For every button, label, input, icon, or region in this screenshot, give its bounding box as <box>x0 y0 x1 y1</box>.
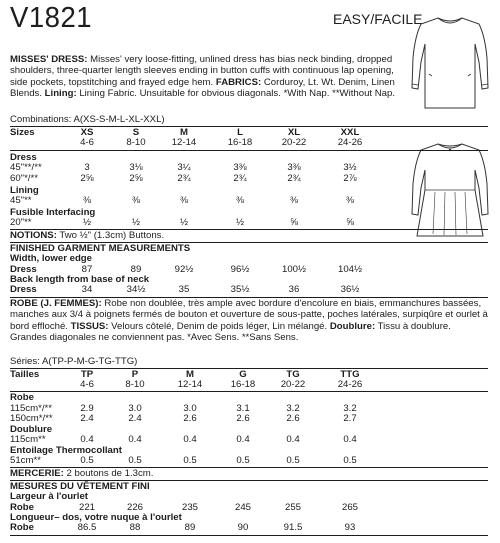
table-row: 150cm*/** 2.4 2.4 2.6 2.6 2.6 2.7 <box>10 413 357 424</box>
table-row: Dress 87 89 92½ 96½ 100½ 104½ <box>10 264 362 275</box>
table-row: Robe 221 226 235 245 255 265 <box>10 502 358 513</box>
table-row: 115cm** 0.4 0.4 0.4 0.4 0.4 0.4 <box>10 434 357 445</box>
table-row: 45"**/** 3 3⅛ 3¼ 3⅜ 3⅜ 3½ <box>10 162 357 173</box>
divider <box>10 535 488 536</box>
sizes-row: Sizes XS S M L XL XXL <box>10 127 360 138</box>
size-ranges-row: 4-6 8-10 12-14 16-18 20-22 24-26 <box>80 379 363 390</box>
size-ranges-row: 4-6 8-10 12-14 16-18 20-22 24-26 <box>80 137 363 148</box>
french-description: ROBE (J. FEMMES): Robe non doublée, très ample avec bordure d'encolure en biais, emmanchures bassées, manches aux 3/4 à poignets fermés de bouton et ouverture de sous-patte, poches latérales, surpiqûre et ourlet à bord effloché. TISSUS: Velours côtelé, Denim de poids léger, Lin mélangé. Doublure: Tissu à doublure. Grandes diagonales ne conviennent pas. *Avec Sens. **Sans Sens. <box>10 298 488 344</box>
lining-label: Lining <box>10 185 39 196</box>
divider <box>10 391 488 392</box>
table-row: 45"** ⅜ ⅜ ⅜ ⅜ ⅜ ⅜ <box>10 195 354 206</box>
pattern-description: MISSES' DRESS: Misses' very loose-fitting, unlined dress has bias neck binding, dropped shoulders, three-quarter length sleeves ending in button cuffs with continuous lap opening, side pockets, topstitching and frayed edge hem. FABRICS: Corduroy, Lt. Wt. Denim, Linen Blends. Lining: Lining Fabric. Unsuitable for obvious diagonals. *With Nap. **Without Nap. <box>10 54 396 100</box>
difficulty-level: EASY/FACILE <box>333 11 423 27</box>
tailles-row: Tailles TP P M G TG TTG <box>10 369 360 380</box>
dress-label: Dress <box>10 152 37 163</box>
combinations: Combinations: A(XS-S-M-L-XL-XXL) <box>10 114 165 125</box>
mercerie: MERCERIE: 2 boutons de 1.3cm. <box>10 468 154 479</box>
finished-measurements-title: FINISHED GARMENT MEASUREMENTS <box>10 243 191 254</box>
dress-front-illustration <box>405 14 495 114</box>
notions: NOTIONS: Two ½" (1.3cm) Buttons. <box>10 230 165 241</box>
divider <box>10 150 488 151</box>
table-row: 20"** ½ ½ ½ ½ ⅝ ⅝ <box>10 217 354 228</box>
mesures-title: MESURES DU VÊTEMENT FINI <box>10 481 150 492</box>
back-length-label: Back length from base of neck <box>10 274 150 285</box>
table-row: 60"*/** 2⅝ 2⅝ 2¾ 2¾ 2¾ 2⅞ <box>10 173 357 184</box>
table-row: Robe 86.5 88 89 90 91.5 93 <box>10 522 356 533</box>
series: Séries: A(TP-P-M-G-TG-TTG) <box>10 356 138 367</box>
entoilage-label: Entoilage Thermocollant <box>10 445 122 456</box>
largeur-label: Largeur à l'ourlet <box>10 491 88 502</box>
table-row: Dress 34 34½ 35 35½ 36 36½ <box>10 284 360 295</box>
doublure-label: Doublure <box>10 424 53 435</box>
table-row: 115cm*/** 2.9 3.0 3.0 3.1 3.2 3.2 <box>10 403 357 414</box>
pattern-number: V1821 <box>10 2 93 34</box>
robe-label: Robe <box>10 392 34 403</box>
width-label: Width, lower edge <box>10 253 92 264</box>
longueur-label: Longueur– dos, votre nuque à l'ourlet <box>10 512 182 523</box>
table-row: 51cm** 0.5 0.5 0.5 0.5 0.5 0.5 <box>10 455 357 466</box>
interfacing-label: Fusible Interfacing <box>10 207 96 218</box>
